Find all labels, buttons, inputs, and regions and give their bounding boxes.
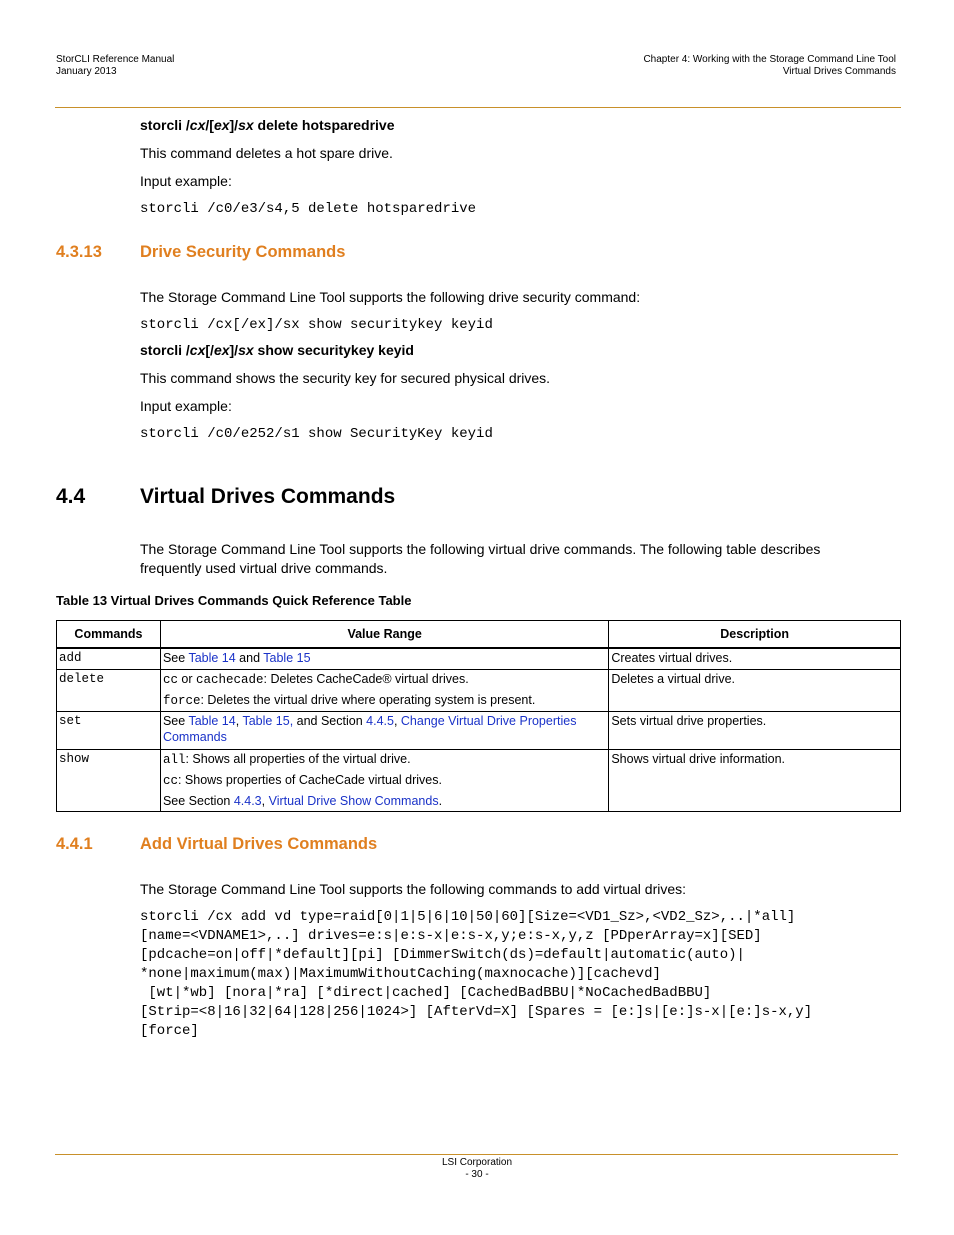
hotspare-example-code: storcli /c0/e3/s4,5 delete hotsparedrive <box>140 201 477 217</box>
value-range-cell <box>160 749 608 811</box>
code: cc <box>162 672 178 687</box>
column-header-commands: Commands <box>57 621 161 649</box>
value-line <box>163 671 606 688</box>
table-14-link[interactable]: Table 14 <box>188 651 236 665</box>
cmd-part: ex <box>213 342 230 358</box>
code: force <box>162 693 201 708</box>
table-row <box>57 669 901 711</box>
company-name: LSI Corporation <box>441 1157 513 1168</box>
code-line: [pdcache=on|off|*default][pi] [DimmerSwitch(ds)=default|automatic(auto)| <box>140 947 745 963</box>
description-cell: Creates virtual drives. <box>609 648 901 669</box>
command-cell: add <box>57 648 161 669</box>
section-4-4-5-link[interactable]: 4.4.5 <box>366 713 394 728</box>
value-range-cell <box>160 669 608 711</box>
table-14-link[interactable]: Table 14 <box>188 713 236 728</box>
hotspare-description: This command deletes a hot spare drive. <box>140 145 393 161</box>
code-line: [force] <box>140 1023 199 1039</box>
section-heading-4-4-1 <box>56 835 656 857</box>
code-line: *none|maximum(max)|MaximumWithoutCaching(maxnocache)][cachevd] <box>140 966 661 982</box>
hotspare-command-heading <box>140 116 394 135</box>
quick-reference-table <box>56 620 901 812</box>
header-rule <box>55 107 901 108</box>
text: and Section <box>293 713 367 728</box>
table-row <box>57 711 901 749</box>
code-line: [Strip=<8|16|32|64|128|256|1024>] [AfterVd=X] [Spares = [e:]s|[e:]s-x|[e:]s-x,y] <box>140 1004 813 1020</box>
text: : Deletes the virtual drive where operating system is present. <box>200 692 536 707</box>
manual-date: January 2013 <box>56 66 117 77</box>
page-header-right <box>643 54 896 78</box>
text: : Shows all properties of the virtual drive. <box>185 751 411 766</box>
security-input-label: Input example: <box>140 398 232 414</box>
section-title: Add Virtual Drives Commands <box>140 835 378 853</box>
section-number: 4.3.13 <box>56 243 102 261</box>
command-cell: show <box>57 749 161 811</box>
table-header-row <box>57 621 901 649</box>
value-line <box>163 692 606 709</box>
vd-intro: The Storage Command Line Tool supports the following virtual drive commands. The following table describes frequently used virtual drive commands. <box>140 541 821 576</box>
section-title: Virtual Drives Commands <box>140 485 396 508</box>
cmd-part: storcli / <box>140 342 190 358</box>
security-description: This command shows the security key for secured physical drives. <box>140 370 551 386</box>
value-range-cell <box>160 648 608 669</box>
text: See Section <box>162 793 234 808</box>
section-title: Drive Security Commands <box>140 243 346 261</box>
page-number: - 30 - <box>465 1169 489 1180</box>
change-vd-properties-link[interactable]: Change Virtual Drive Properties Commands <box>162 713 577 744</box>
security-syntax-code: storcli /cx[/ex]/sx show securitykey keyid <box>140 317 493 333</box>
cmd-part: cx <box>189 342 206 358</box>
column-header-description: Description <box>609 621 901 649</box>
cmd-part: delete hotsparedrive <box>253 117 395 133</box>
text: See <box>162 651 189 665</box>
description-cell: Deletes a virtual drive. <box>609 669 901 711</box>
description-cell: Sets virtual drive properties. <box>609 711 901 749</box>
section-heading-4-4 <box>56 485 756 513</box>
manual-title: StorCLI Reference Manual <box>56 54 175 65</box>
value-range-cell <box>160 711 608 749</box>
section-heading-4-3-13 <box>56 243 656 265</box>
column-header-value-range: Value Range <box>160 621 608 649</box>
value-line <box>163 751 606 768</box>
code-line: [wt|*wb] [nora|*ra] [*direct|cached] [CachedBadBBU|*NoCachedBadBBU] <box>140 985 712 1001</box>
text: , <box>393 713 401 728</box>
add-vd-syntax-code <box>140 908 812 1041</box>
text: . <box>438 793 443 808</box>
cmd-part: /[ <box>205 117 214 133</box>
code-line: [name=<VDNAME1>,..] drives=e:s|e:s-x|e:s-x,y;e:s-x,y,z [PDperArray=x][SED] <box>140 928 762 944</box>
page-header-left <box>56 54 174 78</box>
security-intro: The Storage Command Line Tool supports the following drive security command: <box>140 289 641 305</box>
section-4-4-3-link[interactable]: 4.4.3 <box>233 793 262 808</box>
command-cell: delete <box>57 669 161 711</box>
text: and <box>235 651 264 665</box>
footer-rule <box>55 1154 898 1155</box>
cmd-part: ex <box>213 117 230 133</box>
table-caption: Table 13 Virtual Drives Commands Quick Reference Table <box>56 593 412 608</box>
section-title: Virtual Drives Commands <box>782 66 896 77</box>
text: , <box>261 793 269 808</box>
section-number: 4.4.1 <box>56 835 93 853</box>
cmd-part: storcli / <box>140 117 190 133</box>
cmd-part: ]/ <box>229 342 239 358</box>
hotspare-input-label: Input example: <box>140 173 232 189</box>
security-example-code: storcli /c0/e252/s1 show SecurityKey keyid <box>140 426 493 442</box>
add-vd-intro: The Storage Command Line Tool supports the following commands to add virtual drives: <box>140 881 687 897</box>
value-line <box>163 772 606 789</box>
vd-show-commands-link[interactable]: Virtual Drive Show Commands <box>268 793 439 808</box>
cmd-part: cx <box>189 117 206 133</box>
section-number: 4.4 <box>56 485 86 508</box>
text: : Shows properties of CacheCade virtual drives. <box>177 772 442 787</box>
cmd-part: show securitykey keyid <box>253 342 414 358</box>
code-line: storcli /cx add vd type=raid[0|1|5|6|10|50|60][Size=<VD1_Sz>,<VD2_Sz>,..|*all] <box>140 909 796 925</box>
table-15-link[interactable]: Table 15 <box>263 651 311 665</box>
cmd-part: sx <box>238 117 254 133</box>
text: or <box>177 671 197 686</box>
cmd-part: ]/ <box>229 117 239 133</box>
table-row <box>57 648 901 669</box>
chapter-title: Chapter 4: Working with the Storage Command Line Tool <box>643 54 896 65</box>
value-line <box>163 793 606 809</box>
code: cachecade <box>196 672 264 687</box>
code: cc <box>162 773 178 788</box>
table-row <box>57 749 901 811</box>
table-15-link[interactable]: Table 15, <box>242 713 294 728</box>
cmd-part: sx <box>238 342 254 358</box>
command-cell: set <box>57 711 161 749</box>
code: all <box>162 752 186 767</box>
page-footer <box>0 1157 954 1181</box>
cmd-part: [/ <box>205 342 214 358</box>
text: See <box>162 713 189 728</box>
security-command-heading <box>140 341 414 360</box>
description-cell: Shows virtual drive information. <box>609 749 901 811</box>
text: : Deletes CacheCade® virtual drives. <box>263 671 469 686</box>
text: , <box>235 713 243 728</box>
